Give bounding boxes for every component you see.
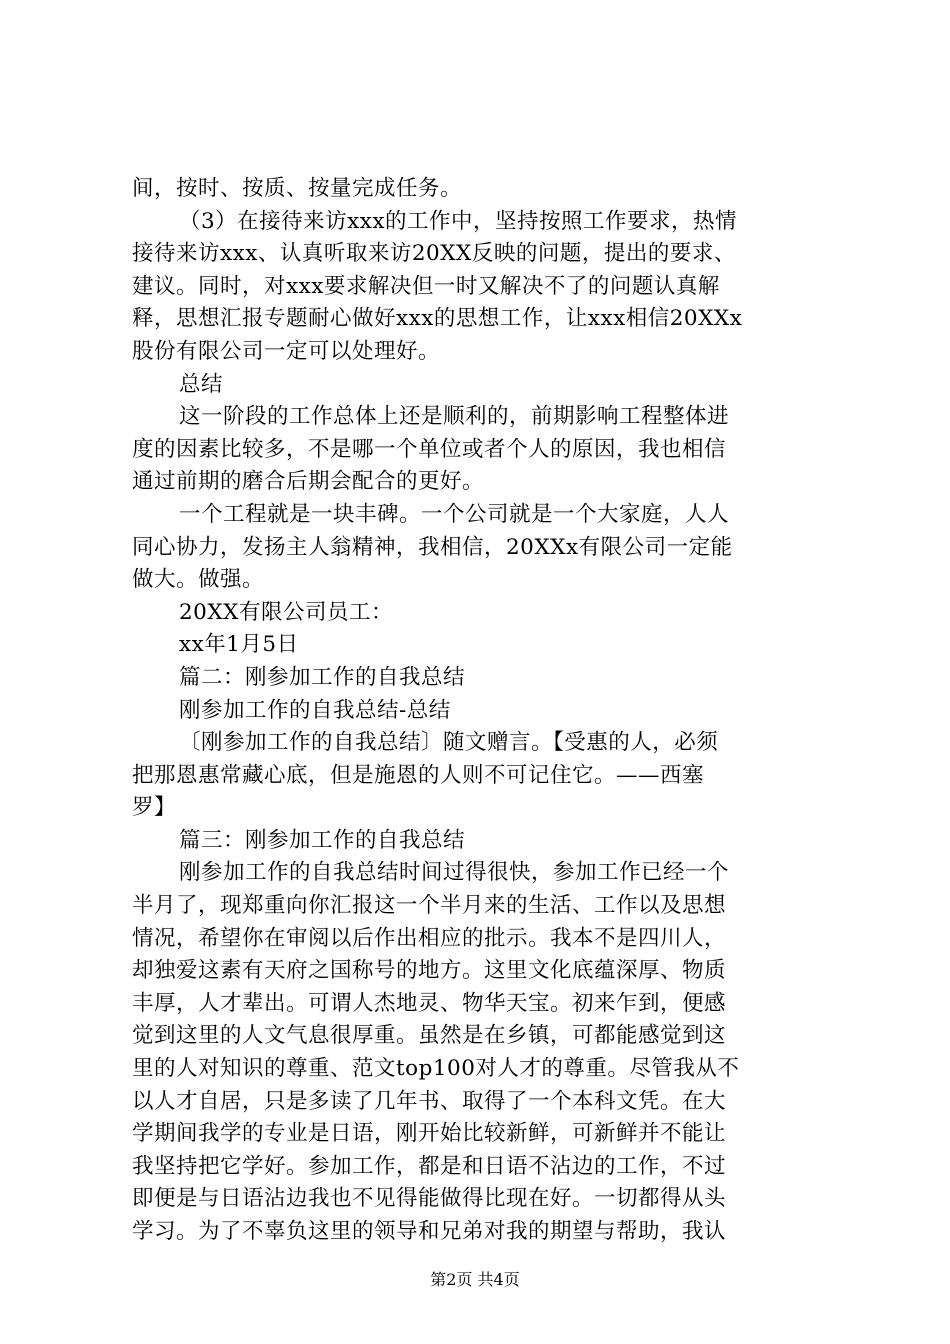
text-line: 半月了，现郑重向你汇报这一个半月来的生活、工作以及思想 (132, 893, 727, 919)
section-heading: 篇三：刚参加工作的自我总结 (179, 827, 466, 853)
text-line: 接待来访xxx、认真听取来访20XX反映的问题，提出的要求、 (132, 241, 736, 267)
text-line: 度的因素比较多，不是哪一个单位或者个人的原因，我也相信 (132, 436, 727, 462)
text-line: 间，按时、按质、按量完成任务。 (132, 176, 463, 201)
text-line: 一个工程就是一块丰碑。一个公司就是一个大家庭，人人 (179, 501, 730, 527)
page-footer (0, 1270, 950, 1290)
text-line: 罗】 (132, 795, 177, 821)
text-line: 同心协力，发扬主人翁精神，我相信，20XXx有限公司一定能 (132, 534, 733, 560)
text-line: 我坚持把它学好。参加工作，都是和日语不沾边的工作，不过 (132, 1153, 727, 1179)
text-line: 〔刚参加工作的自我总结〕随文赠言。【受惠的人，必须 (179, 730, 719, 756)
text-line: 做大。做强。 (132, 567, 265, 593)
text-line: 以人才自居，只是多读了几年书、取得了一个本科文凭。在大 (132, 1088, 727, 1114)
section-heading: 篇二：刚参加工作的自我总结 (179, 664, 466, 690)
text-line: 情况，希望你在审阅以后作出相应的批示。我本不是四川人， (132, 925, 727, 951)
text-line: 学习。为了不辜负这里的领导和兄弟对我的期望与帮助，我认 (132, 1219, 727, 1244)
text-line: 刚参加工作的自我总结时间过得很快，参加工作已经一个 (179, 860, 730, 886)
page-number: 第2页 共4页 (430, 1270, 520, 1289)
date-line: xx年1月5日 (179, 632, 299, 658)
document-body (132, 173, 832, 1249)
text-line: 里的人对知识的尊重、范文top100对人才的尊重。尽管我从不 (132, 1056, 740, 1082)
text-line: 通过前期的磨合后期会配合的更好。 (132, 469, 485, 495)
text-line: 建议。同时，对xxx要求解决但一时又解决不了的问题认真解 (132, 273, 720, 299)
section-heading: 刚参加工作的自我总结-总结 (179, 697, 451, 723)
text-line: 释，思想汇报专题耐心做好xxx的思想工作，让xxx相信20XXx (132, 306, 743, 332)
text-line: 却独爱这素有天府之国称号的地方。这里文化底蕴深厚、物质 (132, 958, 727, 984)
text-line: 股份有限公司一定可以处理好。 (132, 338, 441, 364)
text-line: 这一阶段的工作总体上还是顺利的，前期影响工程整体进 (179, 404, 730, 430)
text-line: 觉到这里的人文气息很厚重。虽然是在乡镇，可都能感觉到这 (132, 1023, 727, 1049)
text-line: 把那恩惠常藏心底，但是施恩的人则不可记住它。——西塞 (132, 762, 705, 788)
text-line: 学期间我学的专业是日语，刚开始比较新鲜，可新鲜并不能让 (132, 1121, 727, 1147)
text-line: （3）在接待来访xxx的工作中，坚持按照工作要求，热情 (179, 208, 738, 234)
text-line: 丰厚，人才辈出。可谓人杰地灵、物华天宝。初来乍到，便感 (132, 990, 727, 1016)
signature-line: 20XX有限公司员工： (179, 599, 393, 625)
section-heading: 总结 (179, 371, 224, 397)
text-line: 即便是与日语沾边我也不见得能做得比现在好。一切都得从头 (132, 1186, 727, 1212)
